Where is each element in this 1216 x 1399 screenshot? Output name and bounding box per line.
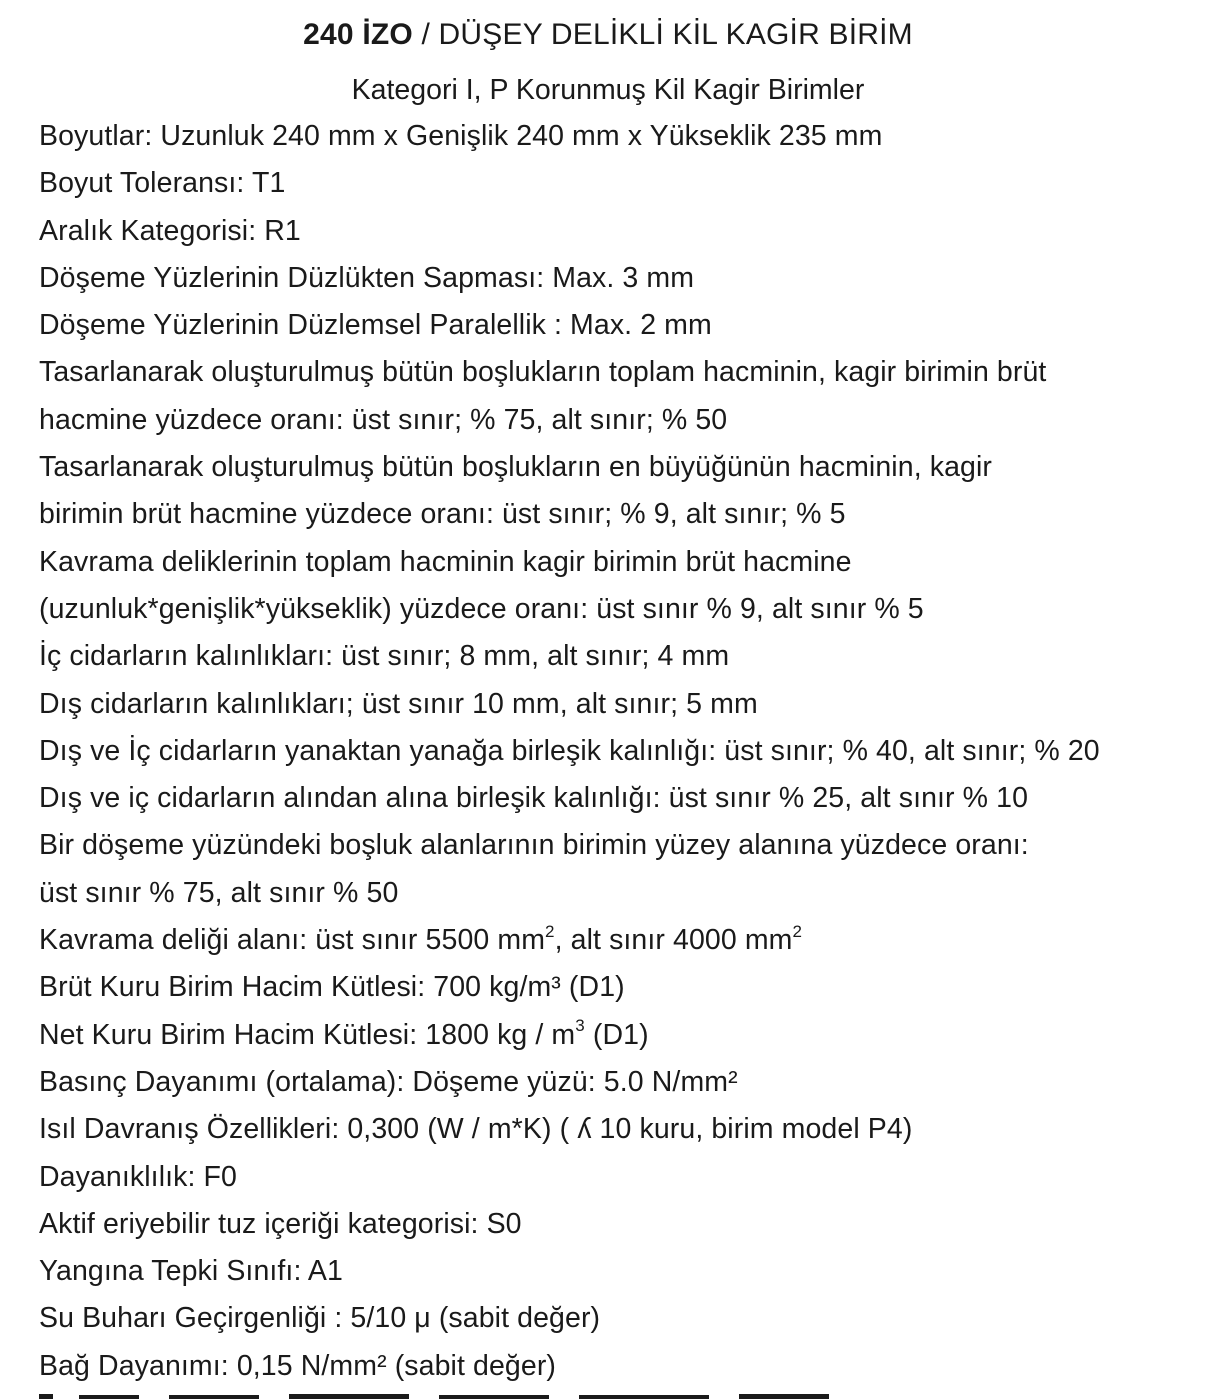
net-dry-density-class: (D1) [584,1018,649,1051]
spec-net-dry-density [39,1012,1209,1059]
ink-fragment [169,1395,259,1399]
title-product-name: / DÜŞEY DELİKLİ KİL KAGİR BİRİM [412,18,913,51]
ink-fragment [289,1394,409,1399]
spec-grip-holes-line2: (uzunluk*genişlik*yükseklik) yüzdece oranı: üst sınır % 9, alt sınır % 5 [39,592,924,625]
spec-void-volume-line1: Tasarlanarak oluşturulmuş bütün boşlukların toplam hacminin, kagir birimin brüt [39,356,1047,389]
spec-largest-void-line1: Tasarlanarak oluşturulmuş bütün boşlukların en büyüğünün hacminin, kagir [39,451,993,484]
spec-void-area-line2: üst sınır % 75, alt sınır % 50 [39,876,399,909]
spec-void-volume-line2: hacmine yüzdece oranı: üst sınır; % 75, alt sınır; % 50 [39,403,728,436]
truncated-text-fragment [39,1384,1139,1399]
spec-combined-thickness-side: Dış ve İç cidarların yanaktan yanağa birleşik kalınlığı: üst sınır; % 40, alt sınır; % 20 [39,734,1100,767]
spec-vapour-permeability: Su Buharı Geçirgenliği : 5/10 μ (sabit değer) [39,1302,601,1335]
spec-grip-holes-line1: Kavrama deliklerinin toplam hacminin kagir birimin brüt hacmine [39,545,852,578]
spec-dimension-tolerance: Boyut Toleransı: T1 [39,167,286,200]
title-product-code: 240 İZO [303,18,413,51]
ink-fragment [39,1394,53,1399]
spec-void-area-line1: Bir döşeme yüzündeki boşluk alanlarının birimin yüzey alanına yüzdece oranı: [39,829,1029,862]
spec-thermal-properties: Isıl Davranış Özellikleri: 0,300 (W / m*K) ( ʎ 10 kuru, birim model P4) [39,1113,913,1146]
document-subtitle: Kategori I, P Korunmuş Kil Kagir Birimler [351,74,865,106]
spec-flatness-deviation: Döşeme Yüzlerinin Düzlükten Sapması: Max. 3 mm [39,261,695,294]
spec-grip-hole-area [39,917,1209,964]
document-title [0,14,1216,56]
grip-hole-area-lower: , alt sınır 4000 mm [554,924,793,957]
ink-fragment [439,1395,549,1399]
spec-dimensions: Boyutlar: Uzunluk 240 mm x Genişlik 240 mm x Yükseklik 235 mm [39,120,883,152]
spec-soluble-salt-content: Aktif eriyebilir tuz içeriği kategorisi: S0 [39,1207,522,1240]
spec-largest-void-line2: birimin brüt hacmine yüzdece oranı: üst sınır; % 9, alt sınır; % 5 [39,498,846,531]
spec-outer-shell-thickness: Dış cidarların kalınlıkları; üst sınır 10 mm, alt sınır; 5 mm [39,687,758,720]
specification-list [39,113,1209,1390]
superscript-2: 2 [792,921,803,941]
ink-fragment [79,1395,139,1399]
spec-range-category: Aralık Kategorisi: R1 [39,214,301,247]
spec-bond-strength: Bağ Dayanımı: 0,15 N/mm² (sabit değer) [39,1349,556,1382]
spec-gross-dry-density: Brüt Kuru Birim Hacim Kütlesi: 700 kg/m³ (D1) [39,971,625,1004]
spec-durability: Dayanıklılık: F0 [39,1160,237,1193]
spec-plane-parallelism: Döşeme Yüzlerinin Düzlemsel Paralellik : Max. 2 mm [39,309,712,342]
net-dry-density-value: Net Kuru Birim Hacim Kütlesi: 1800 kg / m [39,1018,576,1051]
truncated-next-line [39,1384,1139,1399]
superscript-3: 3 [575,1016,585,1036]
spec-fire-reaction-class: Yangına Tepki Sınıfı: A1 [39,1255,343,1288]
ink-fragment [739,1394,829,1399]
spec-compressive-strength: Basınç Dayanımı (ortalama): Döşeme yüzü: 5.0 N/mm² [39,1065,738,1098]
superscript-2: 2 [545,921,555,941]
grip-hole-area-upper: Kavrama deliği alanı: üst sınır 5500 mm [39,924,546,957]
spec-inner-web-thickness: İç cidarların kalınlıkları: üst sınır; 8 mm, alt sınır; 4 mm [39,640,730,673]
ink-fragment [579,1395,709,1399]
spec-combined-thickness-end: Dış ve iç cidarların alından alına birleşik kalınlığı: üst sınır % 25, alt sınır % 10 [39,782,1029,815]
